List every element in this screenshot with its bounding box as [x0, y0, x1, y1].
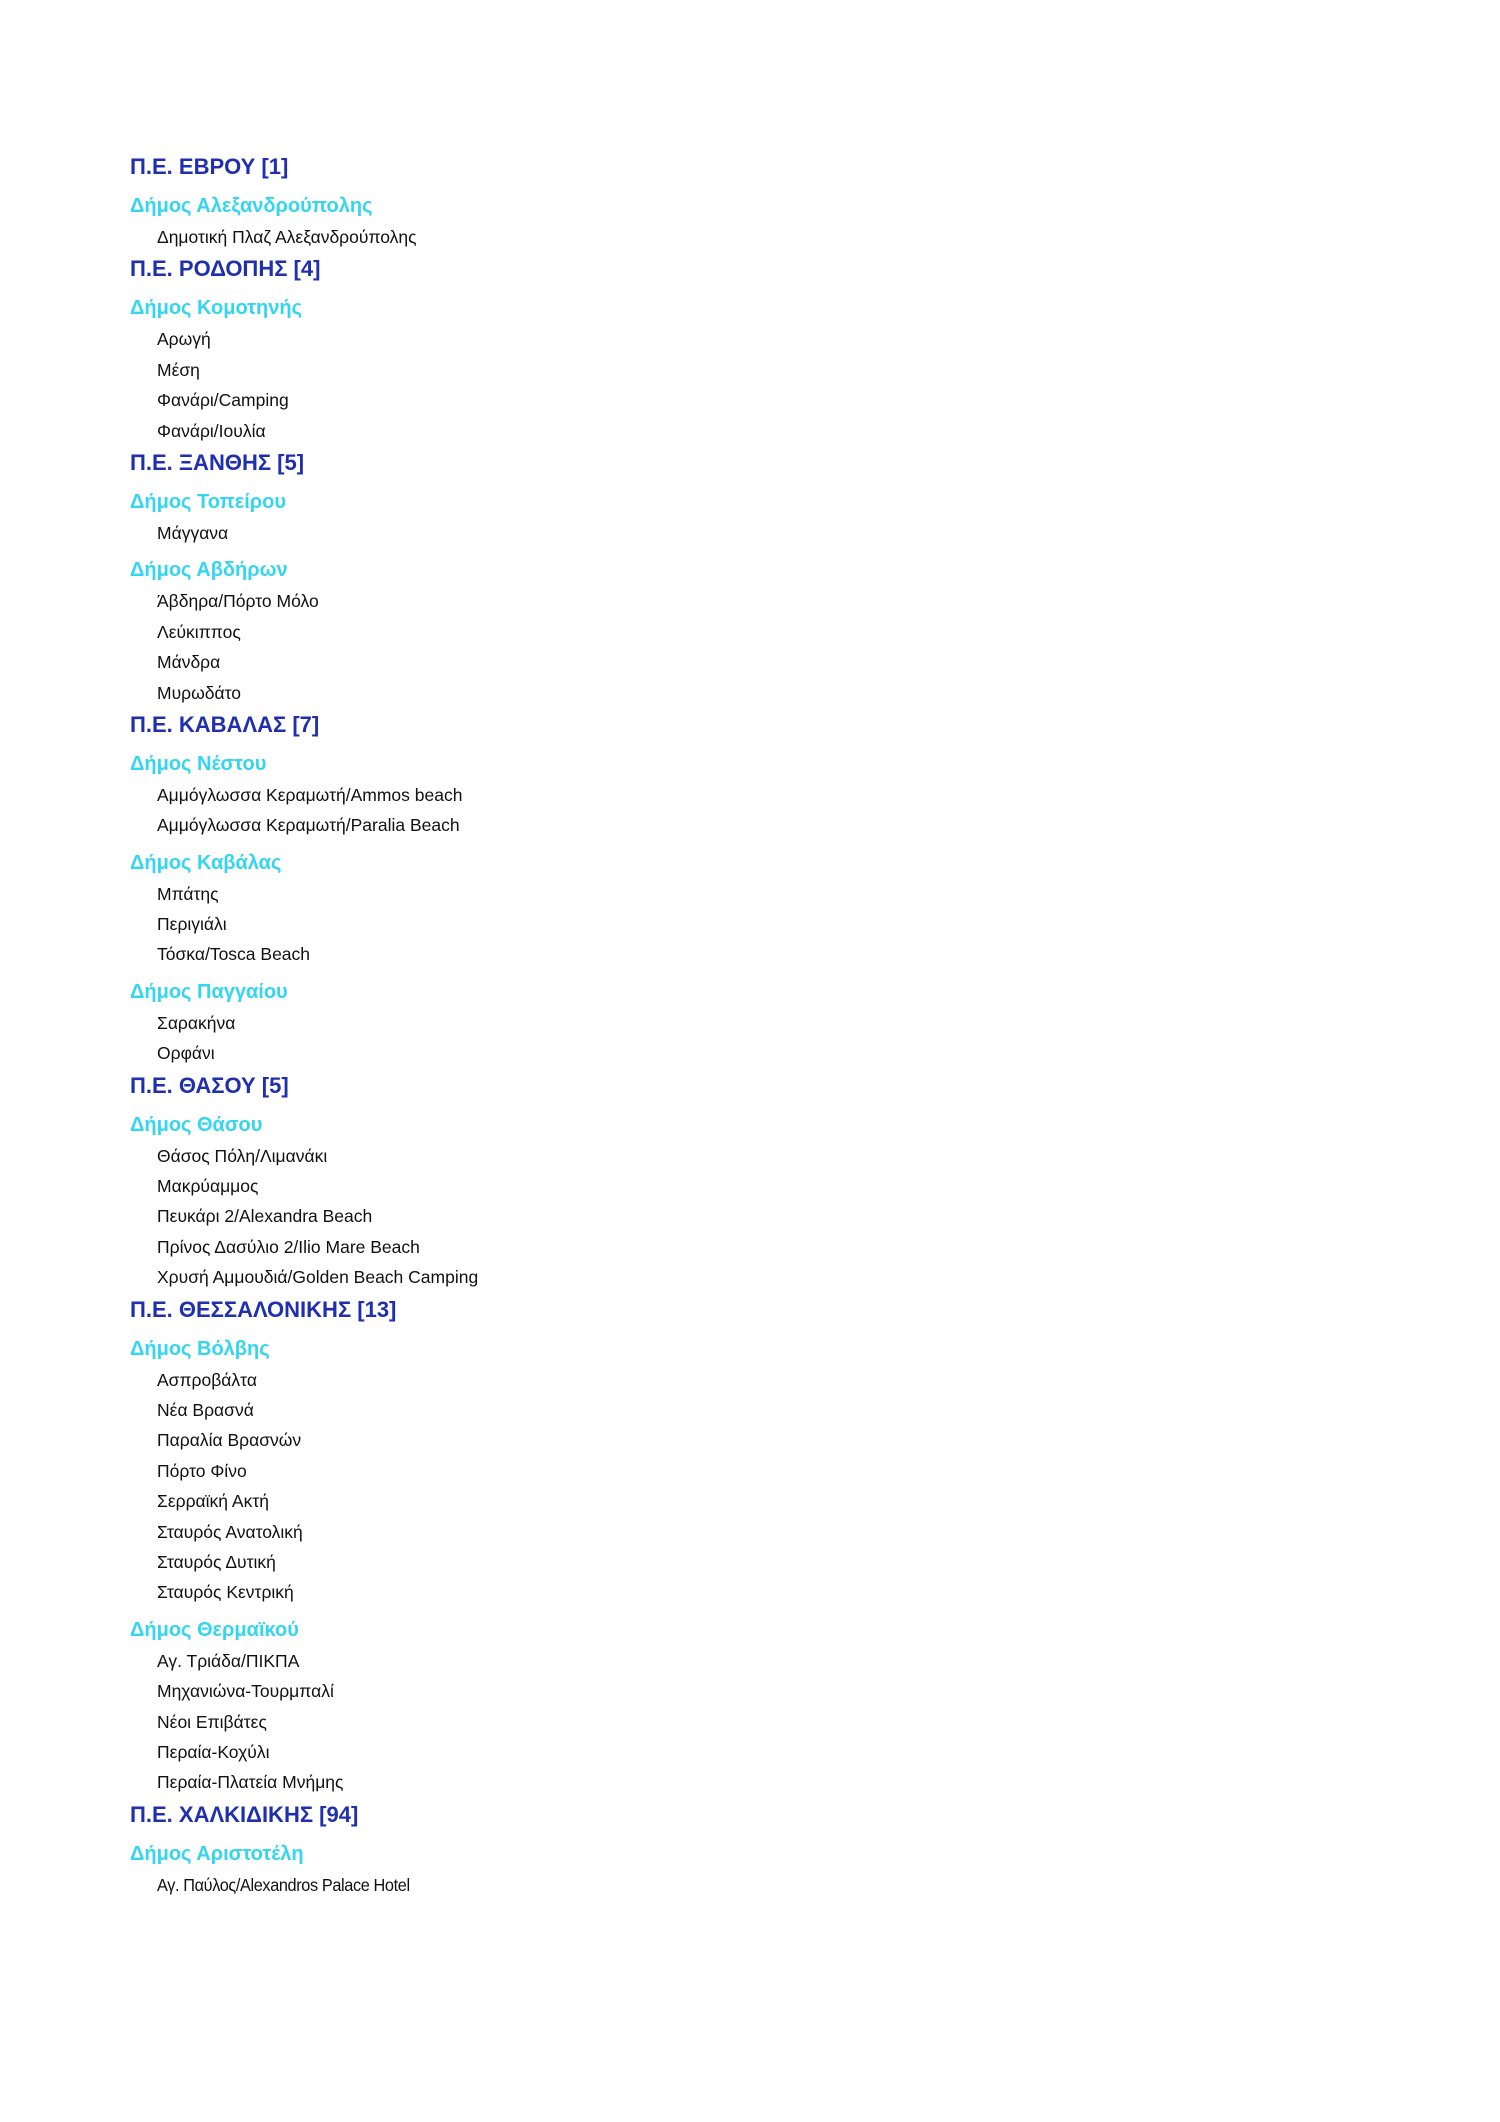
- list-item: Πευκάρι 2/Alexandra Beach: [157, 1206, 373, 1227]
- unit-section-kavala: [130, 708, 1330, 1069]
- beach-list: [130, 518, 1330, 548]
- beach-listing: [130, 150, 1330, 1900]
- municipality-heading: Δήμος Παγγαίου: [130, 980, 288, 1003]
- unit-section-evros: [130, 150, 1330, 252]
- unit-heading: Π.Ε. ΘΑΣΟΥ [5]: [130, 1072, 289, 1098]
- list-item: Σαρακήνα: [157, 1012, 236, 1033]
- list-item: Μακρύαμμος: [157, 1176, 259, 1197]
- municipality-heading: Δήμος Θερμαϊκού: [130, 1618, 299, 1641]
- beach-list: [130, 1141, 1330, 1293]
- list-item: Μηχανιώνα-Τουρμπαλί: [157, 1681, 334, 1702]
- list-item: Αρωγή: [157, 329, 211, 350]
- municipality-heading: Δήμος Αλεξανδρούπολης: [130, 195, 373, 217]
- unit-section-thessaloniki: [130, 1293, 1330, 1798]
- list-item: Πόρτο Φίνο: [157, 1460, 247, 1481]
- list-item: Λεύκιππος: [157, 621, 241, 642]
- list-item: Άβδηρα/Πόρτο Μόλο: [157, 591, 319, 612]
- unit-section-thasos: [130, 1069, 1330, 1293]
- unit-section-rodopi: [130, 252, 1330, 446]
- list-item: Χρυσή Αμμουδιά/Golden Beach Camping: [157, 1267, 479, 1288]
- municipality-heading: Δήμος Νέστου: [130, 752, 267, 775]
- list-item: Παραλία Βρασνών: [157, 1430, 302, 1451]
- list-item: Αμμόγλωσσα Κεραμωτή/Paralia Beach: [157, 815, 460, 836]
- beach-list: [130, 586, 1330, 708]
- unit-heading: Π.Ε. ΡΟΔΟΠΗΣ [4]: [130, 256, 321, 282]
- list-item: Περιγιάλι: [157, 914, 227, 935]
- beach-list: [130, 1365, 1330, 1608]
- list-item: Μάνδρα: [157, 652, 221, 673]
- list-item: Αγ. Τριάδα/ΠΙΚΠΑ: [157, 1650, 300, 1671]
- unit-section-chalkidiki: [130, 1798, 1330, 1900]
- municipality-heading: Δήμος Αριστοτέλη: [130, 1842, 304, 1865]
- list-item: Αγ. Παύλος/Alexandros Palace Hotel: [157, 1874, 410, 1895]
- list-item: Σταυρός Δυτική: [157, 1551, 276, 1572]
- beach-list: [130, 222, 1330, 252]
- beach-list: [130, 1008, 1330, 1069]
- list-item: Θάσος Πόλη/Λιμανάκι: [157, 1145, 328, 1166]
- beach-list: [130, 1646, 1330, 1798]
- list-item: Μυρωδάτο: [157, 682, 242, 703]
- unit-section-xanthi: [130, 446, 1330, 708]
- beach-list: [130, 780, 1330, 841]
- beach-list: [130, 879, 1330, 970]
- list-item: Ασπροβάλτα: [157, 1369, 257, 1390]
- municipality-heading: Δήμος Βόλβης: [130, 1337, 270, 1360]
- unit-heading: Π.Ε. ΚΑΒΑΛΑΣ [7]: [130, 711, 320, 737]
- list-item: Μέση: [157, 359, 200, 380]
- list-item: Περαία-Πλατεία Μνήμης: [157, 1772, 344, 1793]
- unit-heading: Π.Ε. ΞΑΝΘΗΣ [5]: [130, 449, 305, 475]
- municipality-heading: Δήμος Θάσου: [130, 1113, 263, 1136]
- municipality-heading: Δήμος Καβάλας: [130, 851, 282, 874]
- unit-heading: Π.Ε. ΕΒΡΟΥ [1]: [130, 154, 289, 179]
- list-item: Νέοι Επιβάτες: [157, 1711, 267, 1732]
- municipality-heading: Δήμος Τοπείρου: [130, 490, 286, 513]
- list-item: Σταυρός Κεντρική: [157, 1582, 294, 1603]
- list-item: Μάγγανα: [157, 522, 229, 543]
- list-item: Σερραϊκή Ακτή: [157, 1491, 269, 1512]
- list-item: Μπάτης: [157, 883, 219, 904]
- list-item: Αμμόγλωσσα Κεραμωτή/Ammos beach: [157, 784, 463, 805]
- list-item: Νέα Βρασνά: [157, 1399, 254, 1420]
- list-item: Φανάρι/Camping: [157, 390, 289, 411]
- unit-heading: Π.Ε. ΧΑΛΚΙΔΙΚΗΣ [94]: [130, 1801, 359, 1827]
- beach-list: [130, 324, 1330, 446]
- list-item: Φανάρι/Ιουλία: [157, 420, 266, 441]
- unit-heading: Π.Ε. ΘΕΣΣΑΛΟΝΙΚΗΣ [13]: [130, 1296, 397, 1322]
- list-item: Δημοτική Πλαζ Αλεξανδρούπολης: [157, 227, 417, 247]
- municipality-heading: Δήμος Αβδήρων: [130, 559, 288, 582]
- beach-list: [130, 1870, 1330, 1900]
- list-item: Περαία-Κοχύλι: [157, 1741, 270, 1762]
- list-item: Σταυρός Ανατολική: [157, 1521, 303, 1542]
- list-item: Πρίνος Δασύλιο 2/Ilio Mare Beach: [157, 1236, 420, 1257]
- list-item: Ορφάνι: [157, 1043, 215, 1064]
- list-item: Τόσκα/Tosca Beach: [157, 944, 311, 965]
- municipality-heading: Δήμος Κομοτηνής: [130, 297, 302, 320]
